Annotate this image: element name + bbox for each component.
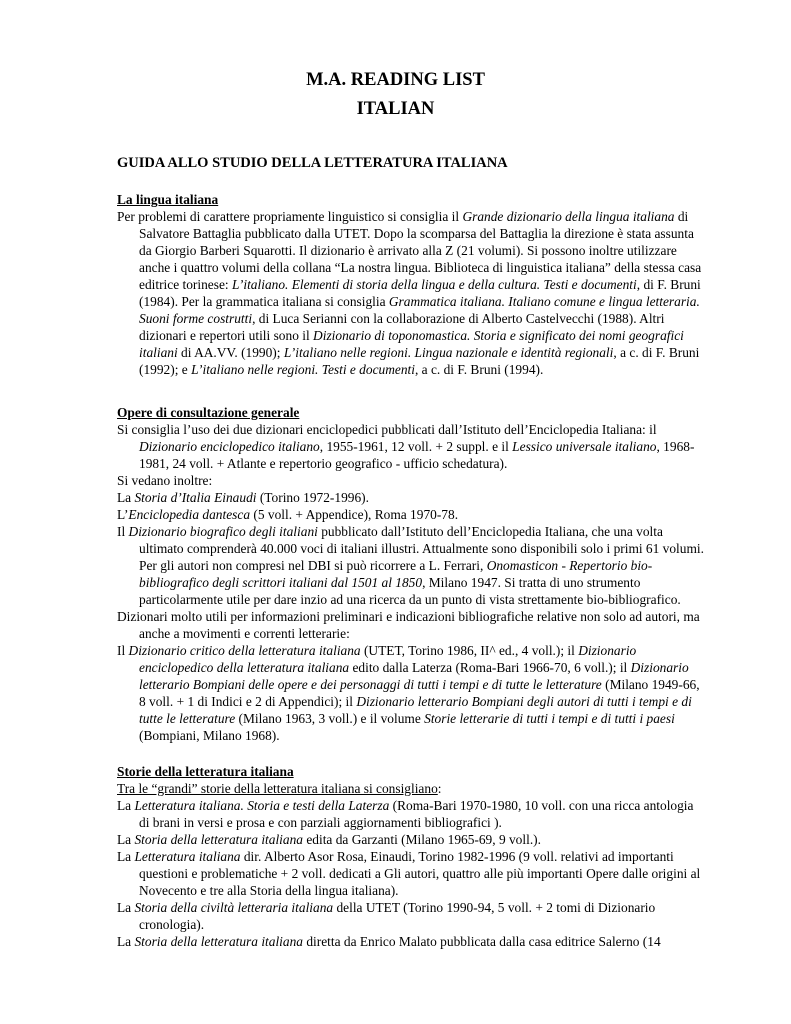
text-run: La	[117, 490, 135, 505]
text-run: , a c. di F. Bruni (1992); e	[139, 345, 700, 377]
italic-title-text: Storia della letteratura italiana	[134, 832, 303, 847]
text-run: della UTET (Torino 1990-94, 5 voll. + 2 tomi di Dizionario cronologia).	[139, 900, 656, 932]
paragraph	[117, 506, 707, 523]
document-title-line1: M.A. READING LIST	[306, 70, 485, 90]
italic-title-text: L’italiano. Elementi di storia della lingua e della cultura. Testi e documenti	[231, 277, 637, 292]
text-run: diretta da Enrico Malato pubblicata dalla casa editrice Salerno (14	[302, 934, 661, 949]
text-run: (Roma-Bari 1970-1980, 10 voll. con una ricca antologia di brani in versi e prosa e con parziali aggiornamenti bibliografici ).	[139, 798, 694, 830]
text-run: , a c. di F. Bruni (1994).	[414, 362, 544, 377]
text-run: Per problemi di carattere propriamente linguistico si consiglia il	[117, 209, 463, 224]
text-run: (Milano 1963, 3 voll.) e il volume	[235, 711, 425, 726]
text-run: La	[117, 934, 135, 949]
text-run: La	[117, 900, 135, 915]
italic-title-text: Dizionario di toponomastica. Storia e significato dei nomi geografici italiani	[139, 328, 684, 360]
text-run: (Torino 1972-1996).	[256, 490, 369, 505]
paragraph	[117, 831, 707, 848]
section-lingua-italiana	[117, 191, 707, 378]
paragraph	[117, 608, 707, 642]
paragraph	[117, 797, 707, 831]
text-run: , 1968-1981, 24 voll. + Atlante e repertorio geografico - ufficio schedatura).	[139, 439, 695, 471]
italic-title-text: Letteratura italiana. Storia e testi della Laterza	[134, 798, 390, 813]
text-run: (Bompiani, Milano 1968).	[139, 728, 280, 743]
italic-title-text: Dizionario letterario Bompiani degli autori di tutti i tempi e di tutte le letterature	[139, 694, 692, 726]
section-title: Opere di consultazione generale	[117, 405, 300, 420]
text-run: , 1955-1961, 12 voll. + 2 suppl. e il	[319, 439, 513, 454]
section-storie-letteratura	[117, 763, 707, 950]
text-run: Si consiglia l’uso dei due dizionari enciclopedici pubblicati dall’Istituto dell’Enciclopedia Italiana: il	[117, 422, 657, 437]
italic-title-text: Lessico universale italiano	[512, 439, 657, 454]
text-run: pubblicato dall’Istituto dell’Enciclopedia Italiana, che una volta ultimato comprenderà 40.000 voci di italiani illustri. Attualmente sono disponibili solo i primi 61 volumi. Per gli autori non compresi nel DBI si può ricorrere a L. Ferrari,	[139, 524, 704, 573]
paragraph	[117, 780, 707, 797]
text-run: , di Luca Serianni con la collaborazione di Alberto Castelvecchi (1988). Altri dizionari e repertori utili sono il	[139, 311, 665, 343]
text-run: Il	[117, 643, 129, 658]
paragraph	[117, 848, 707, 899]
text-run: edita da Garzanti (Milano 1965-69, 9 voll.).	[302, 832, 541, 847]
italic-title-text: L’italiano nelle regioni. Lingua nazionale e identità regionali	[283, 345, 614, 360]
paragraph	[117, 899, 707, 933]
document-title-line2: ITALIAN	[356, 99, 435, 119]
text-run: (5 voll. + Appendice), Roma 1970-78.	[250, 507, 459, 522]
text-run: Dizionari molto utili per informazioni preliminari e indicazioni bibliografiche relative non solo ad autori, ma anche a movimenti e correnti letterarie:	[117, 609, 700, 641]
main-heading: GUIDA ALLO STUDIO DELLA LETTERATURA ITALIANA	[117, 155, 508, 171]
italic-title-text: Onomasticon - Repertorio bio-bibliografico degli scrittori italiani dal 1501 al 1850	[139, 558, 653, 590]
italic-title-text: Grammatica italiana. Italiano comune e lingua letteraria. Suoni forme costrutti	[139, 294, 700, 326]
text-run: La	[117, 798, 135, 813]
text-run: Il	[117, 524, 129, 539]
text-run: Tra le “grandi” storie della letteratura italiana si consigliano	[117, 781, 438, 796]
text-run: edito dalla Laterza (Roma-Bari 1966-70, 6 voll.); il	[349, 660, 631, 675]
text-run: :	[437, 781, 442, 796]
italic-title-text: Grande dizionario della lingua italiana	[462, 209, 675, 224]
text-run: , di F. Bruni (1984). Per la grammatica italiana si consiglia	[139, 277, 701, 309]
paragraph	[117, 642, 707, 744]
text-run: dir. Alberto Asor Rosa, Einaudi, Torino 1982-1996 (9 voll. relativi ad importanti questioni e problematiche + 2 voll. dedicati a Gli autori, quattro alle più importanti Opere dalle origini al Novecento e tre alla Storia della lingua italiana).	[139, 849, 701, 898]
paragraph	[117, 208, 707, 378]
text-run: (Milano 1949-66, 8 voll. + 1 di Indici e 2 di Appendici); il	[139, 677, 700, 709]
paragraph	[117, 472, 707, 489]
section-opere-consultazione	[117, 404, 707, 744]
italic-title-text: Dizionario biografico degli italiani	[128, 524, 318, 539]
italic-title-text: Storia d’Italia Einaudi	[134, 490, 257, 505]
italic-title-text: Storie letterarie di tutti i tempi e di tutti i paesi	[424, 711, 675, 726]
paragraph	[117, 489, 707, 506]
paragraph	[117, 523, 707, 608]
paragraph	[117, 933, 707, 950]
text-run: di AA.VV. (1990);	[177, 345, 284, 360]
italic-title-text: L’italiano nelle regioni. Testi e documenti	[191, 362, 415, 377]
section-title: Storie della letteratura italiana	[117, 764, 294, 779]
section-title: La lingua italiana	[117, 192, 219, 207]
text-run: (UTET, Torino 1986, II^ ed., 4 voll.); il	[360, 643, 579, 658]
italic-title-text: Dizionario critico della letteratura italiana	[128, 643, 361, 658]
italic-title-text: Dizionario enciclopedico della letteratura italiana	[139, 643, 637, 675]
italic-title-text: Letteratura italiana	[134, 849, 241, 864]
italic-title-text: Storia della letteratura italiana	[134, 934, 303, 949]
text-run: La	[117, 832, 135, 847]
italic-title-text: Storia della civiltà letteraria italiana	[134, 900, 334, 915]
text-run: , Milano 1947. Si tratta di uno strumento particolarmente utile per dare inzio ad una ricerca da un punto di vista strettamente bio-bibliografico.	[139, 575, 681, 607]
italic-title-text: Dizionario enciclopedico italiano	[139, 439, 320, 454]
paragraph	[117, 421, 707, 472]
italic-title-text: Enciclopedia dantesca	[128, 507, 251, 522]
text-run: L’	[117, 507, 129, 522]
text-run: La	[117, 849, 135, 864]
text-run: Si vedano inoltre:	[117, 473, 213, 488]
italic-title-text: Dizionario letterario Bompiani delle opere e dei personaggi di tutti i tempi e di tutte le letterature	[139, 660, 689, 692]
text-run: di Salvatore Battaglia pubblicato dalla UTET. Dopo la scomparsa del Battaglia la direzione è stata assunta da Giorgio Barberi Squarotti. Il dizionario è arrivato alla Z (21 volumi). Si possono inoltre utilizzare anche i quattro volumi della collana “La nostra lingua. Biblioteca di linguistica italiana” della stessa casa editrice torinese:	[139, 209, 702, 292]
